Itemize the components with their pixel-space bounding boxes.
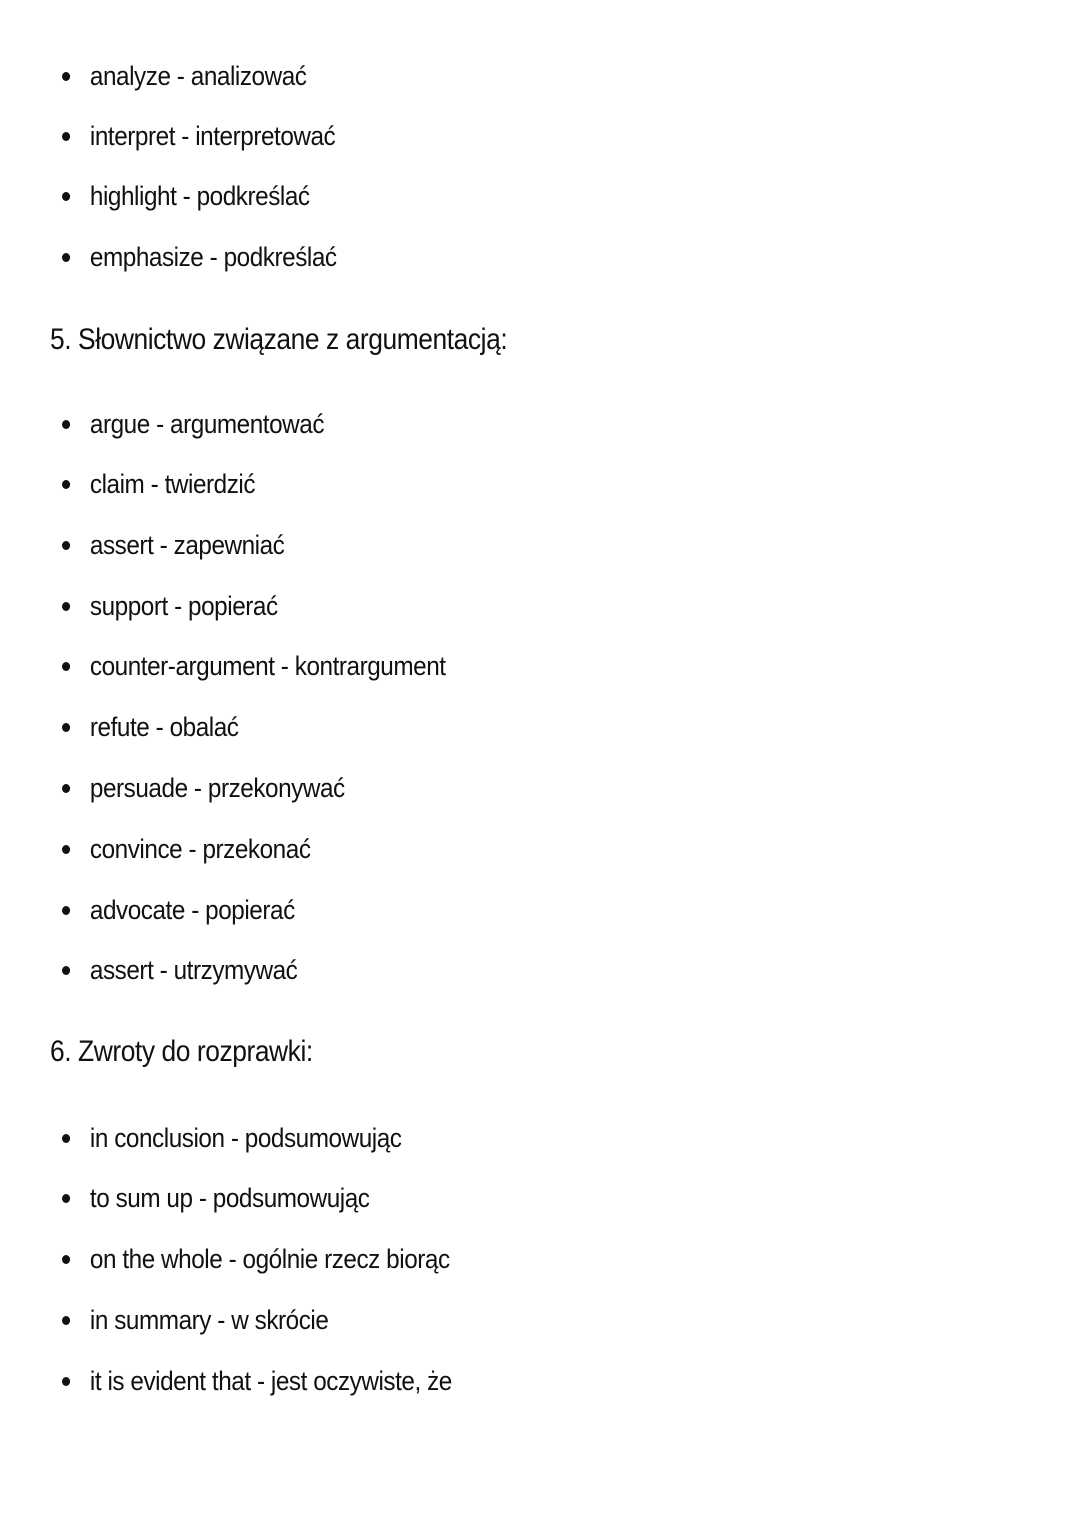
list-item <box>62 829 311 869</box>
list-item <box>62 237 337 277</box>
list-item-text: on the whole - ogólnie rzecz biorąc <box>89 1243 450 1274</box>
list-item <box>62 1118 401 1158</box>
list-item <box>62 1300 328 1340</box>
list-item <box>62 56 306 96</box>
bullet-icon <box>62 253 70 262</box>
bullet-icon <box>62 1134 70 1143</box>
list-item-text: assert - utrzymywać <box>89 954 298 985</box>
section-heading: 6. Zwroty do rozprawki: <box>50 1035 313 1068</box>
list-item-text: it is evident that - jest oczywiste, że <box>89 1365 452 1396</box>
bullet-icon <box>62 541 70 550</box>
list-item <box>62 525 284 565</box>
bullet-icon <box>62 723 70 732</box>
list-item <box>62 1178 369 1218</box>
list-item <box>62 1361 452 1401</box>
bullet-icon <box>62 132 70 141</box>
bullet-icon <box>62 480 70 489</box>
bullet-icon <box>62 784 70 793</box>
list-item-text: persuade - przekonywać <box>89 772 345 803</box>
list-item <box>62 1239 450 1279</box>
list-item <box>62 586 278 626</box>
bullet-icon <box>62 72 70 81</box>
list-item <box>62 646 446 686</box>
bullet-icon <box>62 662 70 671</box>
list-item <box>62 404 324 444</box>
bullet-icon <box>62 1255 70 1264</box>
list-item-text: claim - twierdzić <box>89 468 256 499</box>
bullet-icon <box>62 1377 70 1386</box>
list-item-text: support - popierać <box>89 590 278 621</box>
bullet-icon <box>62 192 70 201</box>
list-item <box>62 116 335 156</box>
list-item-text: in conclusion - podsumowując <box>89 1122 402 1153</box>
list-item <box>62 768 345 808</box>
list-item-text: counter-argument - kontrargument <box>89 650 446 681</box>
bullet-icon <box>62 1316 70 1325</box>
list-item <box>62 950 297 990</box>
list-item <box>62 176 310 216</box>
list-item-text: analyze - analizować <box>89 60 307 91</box>
list-item-text: to sum up - podsumowując <box>89 1182 370 1213</box>
list-item-text: refute - obalać <box>89 711 239 742</box>
list-item-text: advocate - popierać <box>89 894 295 925</box>
bullet-icon <box>62 420 70 429</box>
list-item-text: in summary - w skrócie <box>89 1304 329 1335</box>
list-item-text: interpret - interpretować <box>89 120 336 151</box>
list-item <box>62 890 295 930</box>
list-item-text: assert - zapewniać <box>89 529 285 560</box>
list-item-text: convince - przekonać <box>89 833 311 864</box>
bullet-icon <box>62 966 70 975</box>
list-item-text: highlight - podkreślać <box>89 180 310 211</box>
list-item-text: emphasize - podkreślać <box>89 241 337 272</box>
bullet-icon <box>62 1194 70 1203</box>
list-item <box>62 464 255 504</box>
bullet-icon <box>62 845 70 854</box>
bullet-icon <box>62 602 70 611</box>
section-heading: 5. Słownictwo związane z argumentacją: <box>50 323 508 356</box>
bullet-icon <box>62 906 70 915</box>
list-item <box>62 707 238 747</box>
list-item-text: argue - argumentować <box>89 408 325 439</box>
